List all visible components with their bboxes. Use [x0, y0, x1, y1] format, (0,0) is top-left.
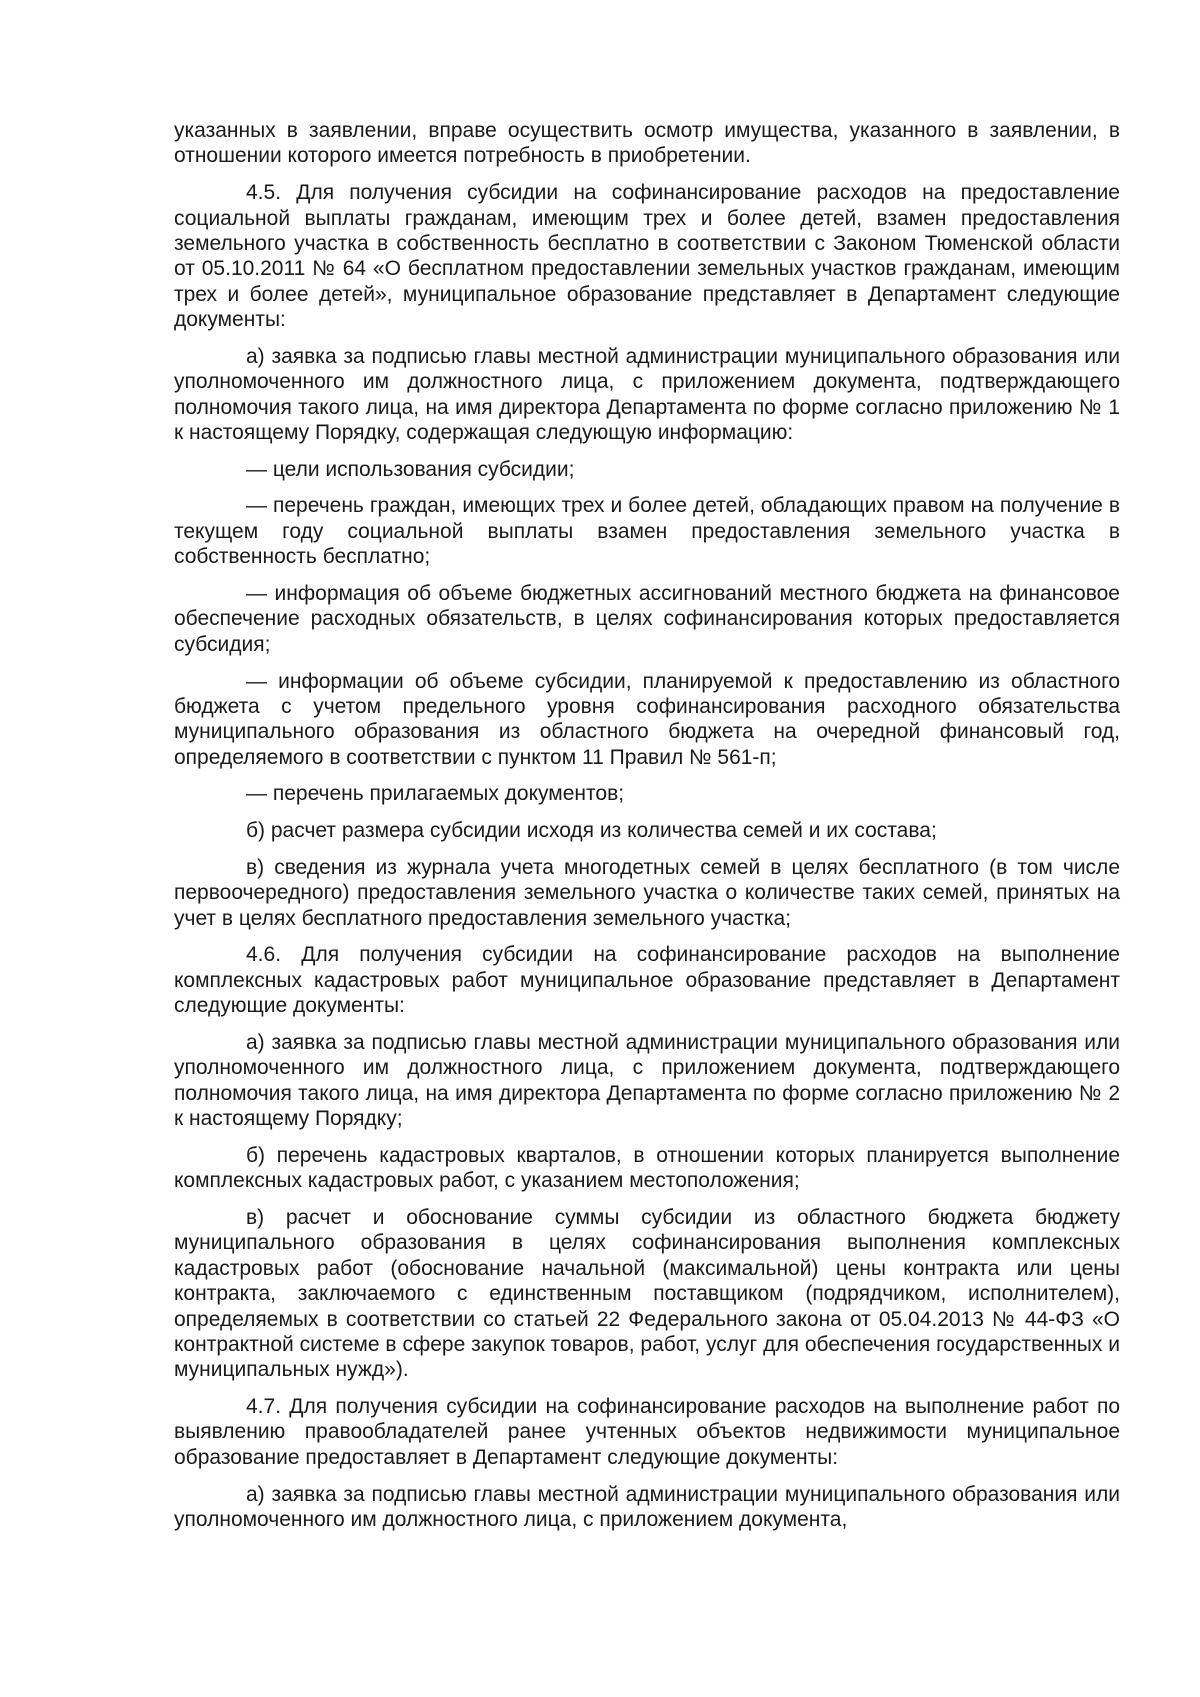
paragraph-4-7: 4.7. Для получения субсидии на софинансирование расходов на выполнение работ по выявлению правообладателей ранее учтенных объектов недвижимости муниципальное образование предоставляет в Департамент следующие документы: — [174, 1395, 1120, 1469]
list-item-goals: — цели использования субсидии; — [246, 457, 575, 481]
list-item-citizens: — перечень граждан, имеющих трех и более детей, обладающих правом на получение в текущем году социальной выплаты взамен предоставления земельного участка в собственность бесплатно; — [174, 494, 1120, 569]
list-item-budget-allocations: — информация об объеме бюджетных ассигнований местного бюджета на финансовое обеспечение расходных обязательств, в целях софинансирования которых предоставляется субсидия; — [174, 581, 1120, 656]
paragraph-4-6-b: б) перечень кадастровых кварталов, в отношении которых планируется выполнение комплексных кадастровых работ, с указанием местоположения; — [174, 1143, 1120, 1193]
paragraph-continuation: указанных в заявлении, вправе осуществить осмотр имущества, указанного в заявлении, в отношении которого имеется потребность в приобретении. — [174, 119, 1120, 168]
paragraph-4-6: 4.6. Для получения субсидии на софинансирование расходов на выполнение комплексных кадастровых работ муниципальное образование представляет в Департамент следующие документы: — [174, 943, 1120, 1018]
paragraph-4-5-v: в) сведения из журнала учета многодетных семей в целях бесплатного (в том числе первоочередного) предоставления земельного участка о количестве таких семей, принятых на учет в целях бесплатного предоставления земельного участка; — [174, 855, 1120, 930]
document-body — [174, 118, 1120, 1532]
list-item-attached-documents: — перечень прилагаемых документов; — [246, 782, 625, 806]
paragraph-4-6-v: в) расчет и обоснование суммы субсидии из областного бюджета бюджету муниципального образования в целях софинансирования выполнения комплексных кадастровых работ (обоснование начальной (максимальной) цены контракта или цены контракта, заключаемого с единственным поставщиком (подрядчиком, исполнителем), определяемых в соответствии со статьей 22 Федерального закона от 05.04.2013 № 44-ФЗ «О контрактной системе в сфере закупок товаров, работ, услуг для обеспечения государственных и муниципальных нужд»). — [174, 1205, 1120, 1382]
paragraph-4-6-a: а) заявка за подписью главы местной администрации муниципального образования или уполномоченного им должностного лица, с приложением документа, подтверждающего полномочия такого лица, на имя директора Департамента по форме согласно приложению № 2 к настоящему Порядку; — [174, 1030, 1120, 1131]
paragraph-4-5: 4.5. Для получения субсидии на софинансирование расходов на предоставление социальной выплаты гражданам, имеющим трех и более детей, взамен предоставления земельного участка в собственность бесплатно в соответствии с Законом Тюменской области от 05.10.2011 № 64 «О бесплатном предоставлении земельных участков гражданам, имеющим трех и более детей», муниципальное образование представляет в Департамент следующие документы: — [174, 181, 1120, 332]
paragraph-4-7-a: а) заявка за подписью главы местной администрации муниципального образования или уполномоченного им должностного лица, с приложением документа, — [174, 1482, 1120, 1531]
list-item-subsidy-volume: — информации об объеме субсидии, планируемой к предоставлению из областного бюджета с учетом предельного уровня софинансирования расходного обязательства муниципального образования из областного бюджета на очередной финансовый год, определяемого в соответствии с пунктом 11 Правил № 561-п; — [174, 669, 1120, 769]
paragraph-4-5-b: б) расчет размера субсидии исходя из количества семей и их состава; — [246, 819, 937, 843]
paragraph-4-5-a: а) заявка за подписью главы местной администрации муниципального образования или уполномоченного им должностного лица, с приложением документа, подтверждающего полномочия такого лица, на имя директора Департамента по форме согласно приложению № 1 к настоящему Порядку, содержащая следующую информацию: — [174, 344, 1120, 445]
